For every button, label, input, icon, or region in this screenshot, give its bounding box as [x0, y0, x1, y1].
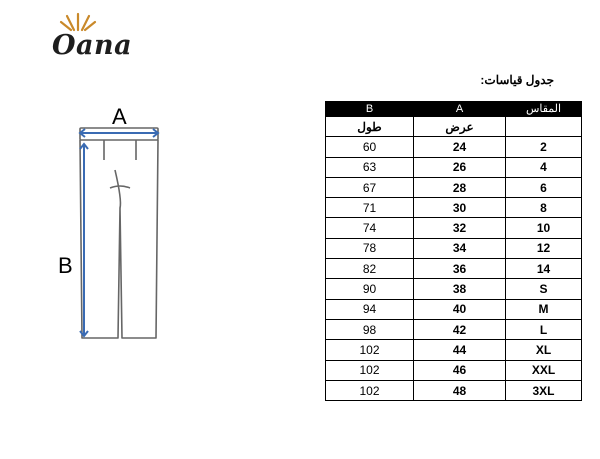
brand-logo: [52, 10, 142, 68]
pants-diagram: [50, 100, 180, 350]
cell-length: 60: [326, 137, 414, 157]
cell-length: 102: [326, 380, 414, 400]
subheader-empty: [506, 117, 582, 137]
cell-width: 28: [414, 177, 506, 197]
cell-size: 4: [506, 157, 582, 177]
cell-size: 14: [506, 259, 582, 279]
cell-length: 63: [326, 157, 414, 177]
cell-size: 10: [506, 218, 582, 238]
cell-width: 32: [414, 218, 506, 238]
table-row: [326, 299, 582, 319]
subheader-width: عرض: [414, 117, 506, 137]
cell-length: 94: [326, 299, 414, 319]
sun-rays-icon: [58, 10, 98, 32]
cell-size: XXL: [506, 360, 582, 380]
table-row: [326, 238, 582, 258]
cell-length: 102: [326, 340, 414, 360]
cell-width: 40: [414, 299, 506, 319]
cell-width: 24: [414, 137, 506, 157]
cell-width: 42: [414, 319, 506, 339]
cell-size: 2: [506, 137, 582, 157]
table-row: [326, 218, 582, 238]
table-subheader-row: [326, 117, 582, 137]
cell-length: 102: [326, 360, 414, 380]
subheader-length: طول: [326, 117, 414, 137]
cell-length: 71: [326, 198, 414, 218]
logo-text: Oana: [52, 30, 133, 61]
table-row: [326, 319, 582, 339]
cell-length: 90: [326, 279, 414, 299]
cell-size: 12: [506, 238, 582, 258]
label-b: B: [58, 253, 73, 278]
label-a: A: [112, 104, 127, 129]
cell-length: 74: [326, 218, 414, 238]
table-row: [326, 137, 582, 157]
cell-size: XL: [506, 340, 582, 360]
header-size: المقاس: [506, 102, 582, 117]
cell-width: 48: [414, 380, 506, 400]
cell-size: 3XL: [506, 380, 582, 400]
table-row: [326, 360, 582, 380]
cell-width: 46: [414, 360, 506, 380]
table-row: [326, 340, 582, 360]
cell-length: 67: [326, 177, 414, 197]
cell-length: 98: [326, 319, 414, 339]
table-row: [326, 279, 582, 299]
table-row: [326, 157, 582, 177]
cell-size: M: [506, 299, 582, 319]
table-row: [326, 380, 582, 400]
cell-width: 26: [414, 157, 506, 177]
size-table: [325, 101, 582, 401]
table-row: [326, 198, 582, 218]
header-a: A: [414, 102, 506, 117]
cell-length: 78: [326, 238, 414, 258]
table-header-row: [326, 102, 582, 117]
cell-width: 44: [414, 340, 506, 360]
cell-width: 38: [414, 279, 506, 299]
cell-size: 6: [506, 177, 582, 197]
cell-width: 36: [414, 259, 506, 279]
header-b: B: [326, 102, 414, 117]
cell-size: S: [506, 279, 582, 299]
cell-size: L: [506, 319, 582, 339]
table-row: [326, 259, 582, 279]
cell-length: 82: [326, 259, 414, 279]
table-row: [326, 177, 582, 197]
table-title: جدول قياسات:: [480, 73, 554, 87]
cell-size: 8: [506, 198, 582, 218]
cell-width: 30: [414, 198, 506, 218]
cell-width: 34: [414, 238, 506, 258]
